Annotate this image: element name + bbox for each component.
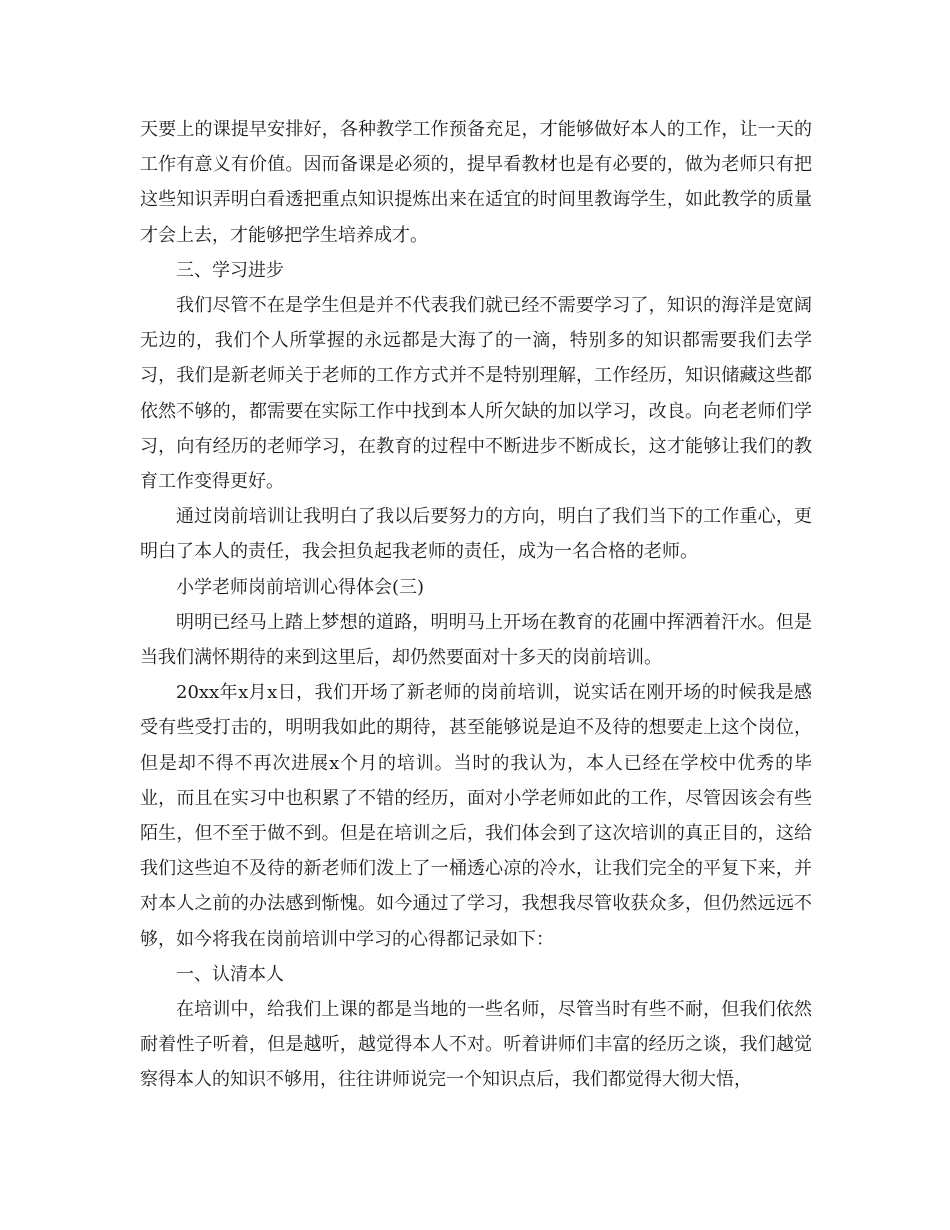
paragraph-training-start: 20xx年x月x日，我们开场了新老师的岗前培训，说实话在刚开场的时候我是感受有些受打击的，明明我如此的期待，甚至能够说是迫不及待的想要走上这个岗位，但是却不得不再次进展x个月的培训。当时的我认为，本人已经在学校中优秀的毕业，而且在实习中也积累了不错的经历，面对小学老师如此的工作，尽管因该会有些陌生，但不至于做不到。但是在培训之后，我们体会到了这次培训的真正目的，这给我们这些迫不及待的新老师们泼上了一桶透心凉的冷水，让我们完全的平复下来，并对本人之前的办法感到惭愧。如今通过了学习，我想我尽管收获众多，但仍然远远不够，如今将我在岗前培训中学习的心得都记录如下： <box>140 682 812 950</box>
document-body <box>140 112 812 1098</box>
section-heading-learning-progress: 三、学习进步 <box>176 259 284 281</box>
paragraph-famous-teachers: 在培训中，给我们上课的都是当地的一些名师，尽管当时有些不耐，但我们依然耐着性子听着，但是越听，越觉得本人不对。听着讲师们丰富的经历之谈，我们越觉察得本人的知识不够用，往往讲师说完一个知识点后，我们都觉得大彻大悟， <box>140 999 812 1091</box>
paragraph-training-conclusion: 通过岗前培训让我明白了我以后要努力的方向，明白了我们当下的工作重心，更明白了本人的责任，我会担负起我老师的责任，成为一名合格的老师。 <box>140 506 812 563</box>
article-title-part-three: 小学老师岗前培训心得体会(三) <box>176 576 425 598</box>
paragraph-keep-learning: 我们尽管不在是学生但是并不代表我们就已经不需要学习了，知识的海洋是宽阔无边的，我们个人所掌握的永远都是大海了的一滴，特别多的知识都需要我们去学习，我们是新老师关于老师的工作方式并不是特别理解，工作经历，知识储藏这些都依然不够的，都需要在实际工作中找到本人所欠缺的加以学习，改良。向老老师们学习，向有经历的老师学习，在教育的过程中不断进步不断成长，这才能够让我们的教育工作变得更好。 <box>140 295 812 493</box>
paragraph-lesson-preparation: 天要上的课提早安排好，各种教学工作预备充足，才能够做好本人的工作，让一天的工作有意义有价值。因而备课是必须的，提早看教材也是有必要的，做为老师只有把这些知识弄明白看透把重点知识提炼出来在适宜的时间里教诲学生，如此教学的质量才会上去，才能够把学生培养成才。 <box>140 119 812 246</box>
paragraph-dream-road: 明明已经马上踏上梦想的道路，明明马上开场在教育的花圃中挥洒着汗水。但是当我们满怀期待的来到这里后，却仍然要面对十多天的岗前培训。 <box>140 611 812 669</box>
section-heading-know-yourself: 一、认清本人 <box>176 963 284 985</box>
